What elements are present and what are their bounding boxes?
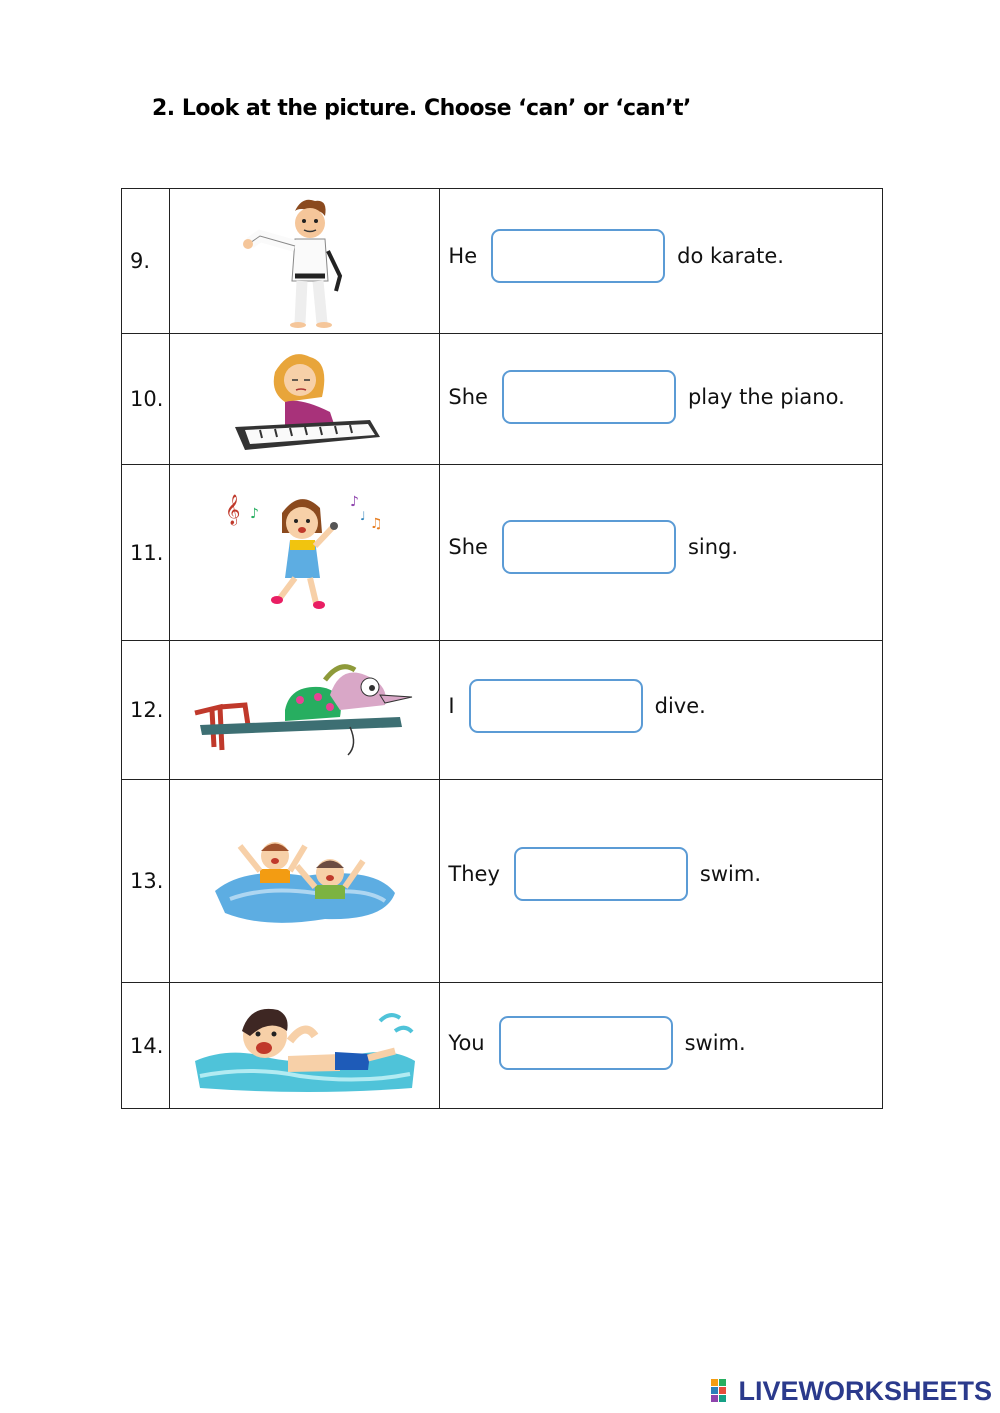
svg-text:♩: ♩ xyxy=(359,508,366,523)
table-row xyxy=(122,334,883,465)
liveworksheets-logo-icon xyxy=(711,1379,735,1405)
svg-text:♫: ♫ xyxy=(369,515,383,532)
drowning-children-picture xyxy=(170,780,440,983)
item-number: 10. xyxy=(122,334,170,465)
sentence-rest: sing. xyxy=(687,534,739,559)
exercise-table xyxy=(121,188,883,1109)
answer-input[interactable] xyxy=(502,520,676,574)
sentence-subject: He xyxy=(448,244,478,268)
sentence-rest: do karate. xyxy=(677,244,784,268)
item-number: 12. xyxy=(122,641,170,780)
item-number: 11. xyxy=(122,465,170,641)
karate-boy-picture xyxy=(170,189,440,334)
singing-girl-picture xyxy=(170,465,440,641)
svg-text:𝄞: 𝄞 xyxy=(224,494,241,525)
sentence-subject: She xyxy=(448,385,488,409)
svg-text:♪: ♪ xyxy=(249,505,259,522)
sentence xyxy=(440,679,882,733)
answer-input[interactable] xyxy=(502,370,676,424)
sentence xyxy=(440,847,882,901)
sentence-subject: You xyxy=(448,1030,485,1055)
table-row xyxy=(122,780,883,983)
piano-girl-picture xyxy=(170,334,440,465)
sentence xyxy=(440,229,882,283)
exercise-title: 2. Look at the picture. Choose ‘can’ or ‘can’t’ xyxy=(152,96,691,121)
sentence-subject: She xyxy=(448,534,488,559)
item-number: 13. xyxy=(122,780,170,983)
item-number: 14. xyxy=(122,983,170,1109)
table-row xyxy=(122,641,883,780)
item-number: 9. xyxy=(122,189,170,334)
sentence-rest: play the piano. xyxy=(687,385,845,409)
sentence-rest: swim. xyxy=(699,862,761,886)
sentence-rest: dive. xyxy=(654,694,706,718)
sentence xyxy=(440,1016,882,1070)
sentence-subject: I xyxy=(448,694,455,718)
table-row xyxy=(122,465,883,641)
sentence-subject: They xyxy=(448,862,500,886)
brand-name: LIVEWORKSHEETS xyxy=(738,1376,992,1406)
liveworksheets-brand[interactable] xyxy=(711,1376,992,1407)
answer-input[interactable] xyxy=(514,847,688,901)
scared-diver-picture xyxy=(170,641,440,780)
table-row xyxy=(122,983,883,1109)
answer-input[interactable] xyxy=(499,1016,673,1070)
sentence xyxy=(440,370,882,424)
answer-input[interactable] xyxy=(491,229,665,283)
table-row xyxy=(122,189,883,334)
answer-input[interactable] xyxy=(469,679,643,733)
sentence xyxy=(440,520,882,574)
sentence-rest: swim. xyxy=(684,1030,746,1055)
svg-text:♪: ♪ xyxy=(349,493,359,510)
swimming-boy-picture xyxy=(170,983,440,1109)
